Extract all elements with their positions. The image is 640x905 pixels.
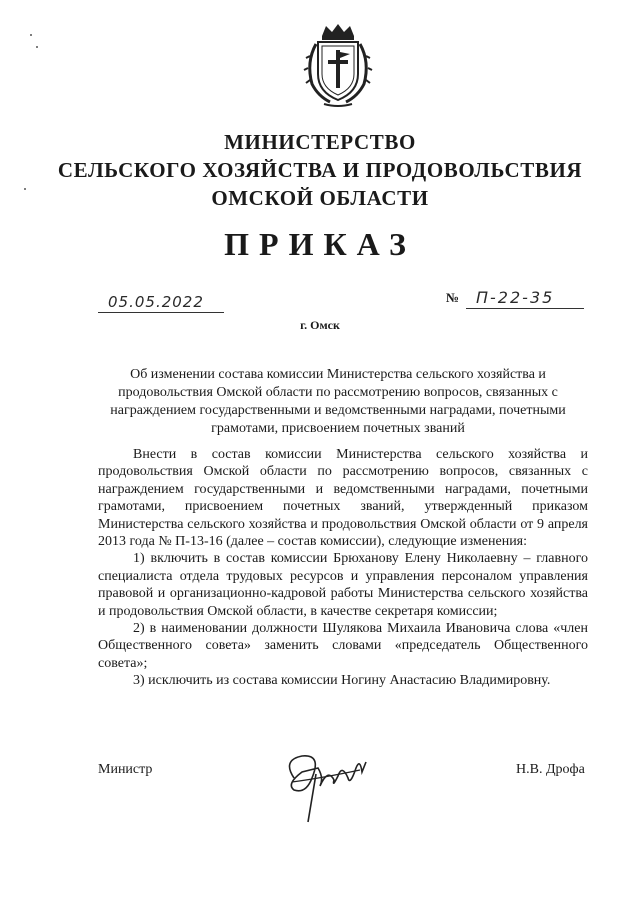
order-intro-paragraph: Внести в состав комиссии Министерства сельского хозяйства и продовольствия Омской области по рассмотрению вопросов, связанных с награждением государственными и ведомственными наградами, почетными грамотами, присвоением почетных званий, утвержденный приказом Министерства сельского хозяйства и продовольствия Омской области от 9 апреля 2013 года № П-13-16 (далее – состав комиссии), следующие изменения:	[98, 447, 588, 550]
signer-name: Н.В. Дрофа	[516, 762, 585, 777]
ministry-title-line1: МИНИСТЕРСТВО	[224, 130, 416, 154]
scan-mark	[30, 34, 32, 36]
order-item-3: 3) исключить из состава комиссии Ногину Анастасию Владимировну.	[133, 673, 551, 689]
order-city: г. Омск	[300, 318, 340, 332]
ministry-title	[0, 128, 640, 212]
order-number-label: №	[446, 290, 460, 305]
ministry-title-line3: ОМСКОЙ ОБЛАСТИ	[211, 186, 429, 210]
signer-position: Министр	[98, 762, 153, 777]
order-date-field	[98, 286, 224, 313]
order-date: 05.05.2022	[108, 293, 204, 311]
order-subject: Об изменении состава комиссии Министерства сельского хозяйства и продовольствия Омской области по рассмотрению вопросов, связанных с награждением государственными и ведомственными наградами, почетными грамотами, присвоением почетных званий	[110, 367, 566, 436]
coat-of-arms-emblem	[300, 22, 376, 108]
order-item-1: 1) включить в состав комиссии Брюханову Елену Николаевну – главного специалиста отдела трудовых ресурсов и управления персоналом управления правовой и организационно-кадровой работы Министерства сельского хозяйства и продовольствия Омской области, в качестве секретаря комиссии;	[98, 551, 588, 619]
order-item-2: 2) в наименовании должности Шулякова Михаила Ивановича слова «член Общественного совета» заменить словами «председатель Общественного совета»;	[98, 621, 588, 671]
ministry-title-line2: СЕЛЬСКОГО ХОЗЯЙСТВА И ПРОДОВОЛЬСТВИЯ	[57, 158, 583, 182]
scan-mark	[36, 46, 38, 48]
order-number-field	[466, 282, 584, 309]
order-body	[98, 446, 588, 690]
handwritten-signature	[272, 738, 382, 826]
order-number: П-22-35	[476, 288, 555, 307]
order-title: ПРИКАЗ	[224, 226, 416, 262]
